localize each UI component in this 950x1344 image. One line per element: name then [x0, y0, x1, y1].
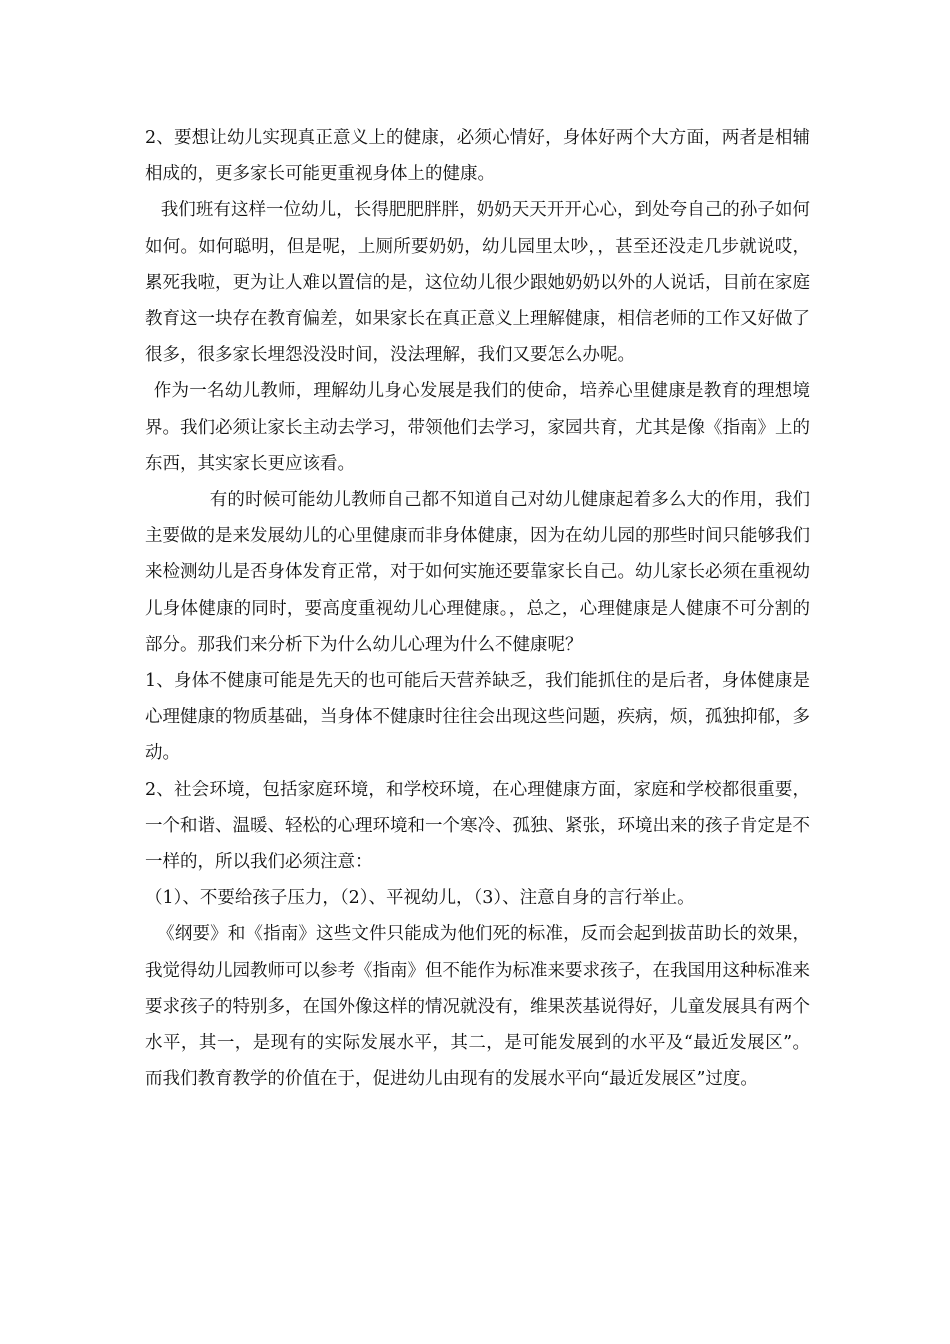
paragraph-teacher-role: 有的时候可能幼儿教师自己都不知道自己对幼儿健康起着多么大的作用，我们主要做的是来发展幼儿的心里健康而非身体健康，因为在幼儿园的那些时间只能够我们来检测幼儿是否身体发育正常，对于如何实施还要靠家长自己。幼儿家长必须在重视幼儿身体健康的同时，要高度重视幼儿心理健康。，总之，心理健康是人健康不可分割的部分。那我们来分析下为什么幼儿心理为什么不健康呢？: [145, 490, 810, 655]
paragraph-teacher-mission: 作为一名幼儿教师，理解幼儿身心发展是我们的使命，培养心里健康是教育的理想境界。我们必须让家长主动去学习，带领他们去学习，家园共育，尤其是像《指南》上的东西，其实家长更应该看。: [145, 381, 810, 474]
paragraph-physical-causes: 1、身体不健康可能是先天的也可能后天营养缺乏，我们能抓住的是后者，身体健康是心理健康的物质基础，当身体不健康时往往会出现这些问题，疾病，烦，孤独抑郁，多动。: [145, 671, 810, 764]
paragraph-health-aspects: 2、要想让幼儿实现真正意义上的健康，必须心情好，身体好两个大方面，两者是相辅相成的，更多家长可能更重视身体上的健康。: [145, 128, 810, 185]
paragraph-social-environment: 2、社会环境，包括家庭环境，和学校环境，在心理健康方面，家庭和学校都很重要，一个和谐、温暖、轻松的心理环境和一个寒冷、孤独、紧张，环境出来的孩子肯定是不一样的，所以我们必须注意：: [145, 779, 810, 873]
paragraph-guidelines: 《纲要》和《指南》这些文件只能成为他们死的标准，反而会起到拔苗助长的效果，我觉得幼儿园教师可以参考《指南》但不能作为标准来要求孩子，在我国用这种标准来要求孩子的特别多，在国外像这样的情况就没有，维果茨基说得好，儿童发展具有两个水平，其一，是现有的实际发展水平，其二，是可能发展到的水平及“最近发展区”。而我们教育教学的价值在于，促进幼儿由现有的发展水平向“最近发展区”过度。: [145, 924, 810, 1090]
document-body: [145, 120, 810, 1097]
paragraph-class-example: 我们班有这样一位幼儿，长得肥肥胖胖，奶奶天天开开心心，到处夸自己的孙子如何如何。如何聪明，但是呢，上厕所要奶奶，幼儿园里太吵，，甚至还没走几步就说哎，累死我啦，更为让人难以置信的是，这位幼儿很少跟她奶奶以外的人说话，目前在家庭教育这一块存在教育偏差，如果家长在真正意义上理解健康，相信老师的工作又好做了很多，很多家长埋怨没没时间，没法理解，我们又要怎么办呢。: [145, 200, 810, 366]
paragraph-attention-items: （1）、不要给孩子压力，（2）、平视幼儿，（3）、注意自身的言行举止。: [145, 888, 695, 909]
